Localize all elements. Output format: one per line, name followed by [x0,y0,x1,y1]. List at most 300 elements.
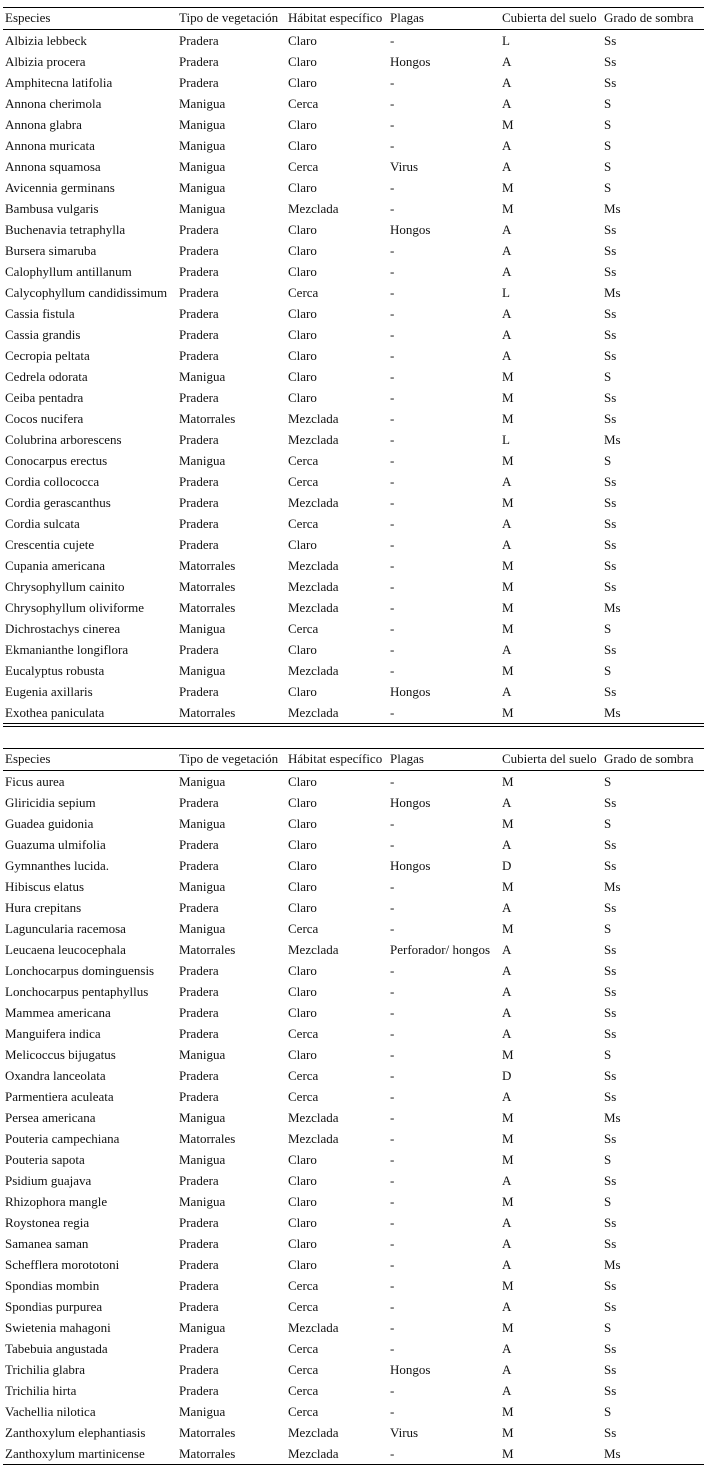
cell-habitat: Claro [288,837,317,852]
cell-cubierta-suelo: M [502,1047,514,1062]
cell-tipo-vegetacion: Manigua [179,201,226,216]
cell-cubierta-suelo: M [502,705,514,720]
cell-cubierta-suelo: A [502,159,512,174]
cell-cubierta-suelo: M [502,1446,514,1461]
cell-cubierta-suelo: M [502,369,514,384]
cell-tipo-vegetacion: Pradera [179,642,219,657]
cell-cubierta-suelo: A [502,243,512,258]
cell-cubierta-suelo: A [502,1383,512,1398]
cell-grado-sombra: Ms [604,705,621,720]
cell-cubierta-suelo: M [502,495,514,510]
cell-tipo-vegetacion: Pradera [179,327,219,342]
cell-especie: Ekmanianthe longiflora [5,642,129,657]
cell-plagas: Hongos [390,684,431,699]
cell-tipo-vegetacion: Matorrales [179,579,236,594]
cell-especie: Schefflera morototoni [5,1257,120,1272]
cell-habitat: Mezclada [288,1131,339,1146]
cell-tipo-vegetacion: Manigua [179,159,226,174]
cell-plagas: - [390,642,395,657]
cell-especie: Calycophyllum candidissimum [5,285,168,300]
table-row [3,1149,704,1170]
cell-plagas: Hongos [390,222,431,237]
cell-grado-sombra: Ss [604,33,617,48]
cell-plagas: - [390,900,395,915]
cell-habitat: Mezclada [288,1320,339,1335]
cell-especie: Hura crepitans [5,900,82,915]
cell-cubierta-suelo: A [502,837,512,852]
cell-grado-sombra: Ss [604,1005,617,1020]
cell-grado-sombra: Ss [604,1425,617,1440]
table-row [3,555,704,576]
cell-habitat: Mezclada [288,579,339,594]
cell-habitat: Mezclada [288,411,339,426]
table-row [3,597,704,618]
table-row [3,177,704,198]
cell-especie: Pouteria campechiana [5,1131,120,1146]
table-row [3,1212,704,1233]
cell-cubierta-suelo: A [502,327,512,342]
table-row [3,198,704,219]
cell-plagas: Hongos [390,858,431,873]
cell-habitat: Claro [288,75,317,90]
cell-tipo-vegetacion: Matorrales [179,1131,236,1146]
cell-tipo-vegetacion: Pradera [179,1341,219,1356]
cell-cubierta-suelo: M [502,1194,514,1209]
cell-cubierta-suelo: M [502,921,514,936]
cell-plagas: - [390,453,395,468]
cell-cubierta-suelo: A [502,900,512,915]
cell-plagas: - [390,600,395,615]
cell-habitat: Mezclada [288,1446,339,1461]
cell-cubierta-suelo: D [502,1068,512,1083]
cell-habitat: Mezclada [288,663,339,678]
cell-grado-sombra: Ss [604,264,617,279]
cell-grado-sombra: S [604,96,612,111]
cell-plagas: - [390,75,395,90]
species-table-2 [3,748,704,1465]
cell-cubierta-suelo: A [502,1257,512,1272]
cell-tipo-vegetacion: Matorrales [179,705,236,720]
cell-plagas: - [390,117,395,132]
table-row [3,1002,704,1023]
cell-plagas: - [390,837,395,852]
cell-habitat: Mezclada [288,201,339,216]
cell-especie: Chrysophyllum cainito [5,579,125,594]
cell-tipo-vegetacion: Manigua [179,1152,226,1167]
cell-especie: Zanthoxylum elephantiasis [5,1425,146,1440]
cell-especie: Vachellia nilotica [5,1404,96,1419]
cell-especie: Avicennia germinans [5,180,115,195]
cell-habitat: Cerca [288,516,319,531]
cell-tipo-vegetacion: Pradera [179,264,219,279]
cell-especie: Leucaena leucocephala [5,942,126,957]
cell-habitat: Cerca [288,1299,319,1314]
cell-plagas: - [390,921,395,936]
cell-grado-sombra: Ss [604,858,617,873]
cell-habitat: Claro [288,1194,317,1209]
cell-especie: Psidium guajava [5,1173,92,1188]
table-row [3,1191,704,1212]
cell-grado-sombra: Ss [604,1278,617,1293]
cell-especie: Oxandra lanceolata [5,1068,106,1083]
cell-cubierta-suelo: A [502,1089,512,1104]
cell-especie: Annona muricata [5,138,95,153]
cell-grado-sombra: Ms [604,1446,621,1461]
cell-habitat: Claro [288,1005,317,1020]
cell-habitat: Claro [288,900,317,915]
cell-habitat: Cerca [288,1026,319,1041]
cell-tipo-vegetacion: Pradera [179,1173,219,1188]
cell-tipo-vegetacion: Manigua [179,816,226,831]
cell-habitat: Claro [288,33,317,48]
cell-cubierta-suelo: M [502,663,514,678]
cell-tipo-vegetacion: Pradera [179,222,219,237]
cell-cubierta-suelo: A [502,348,512,363]
cell-grado-sombra: S [604,1320,612,1335]
cell-grado-sombra: Ss [604,243,617,258]
table-row [3,408,704,429]
cell-especie: Tabebuia angustada [5,1341,108,1356]
cell-cubierta-suelo: A [502,306,512,321]
table-row [3,618,704,639]
cell-especie: Samanea saman [5,1236,89,1251]
cell-habitat: Claro [288,1257,317,1272]
cell-plagas: - [390,1446,395,1461]
cell-grado-sombra: S [604,816,612,831]
cell-habitat: Claro [288,963,317,978]
table-row [3,114,704,135]
cell-cubierta-suelo: A [502,222,512,237]
cell-tipo-vegetacion: Pradera [179,54,219,69]
cell-tipo-vegetacion: Pradera [179,837,219,852]
cell-habitat: Mezclada [288,495,339,510]
cell-cubierta-suelo: M [502,201,514,216]
cell-tipo-vegetacion: Manigua [179,369,226,384]
cell-especie: Annona glabra [5,117,82,132]
cell-cubierta-suelo: M [502,1320,514,1335]
cell-habitat: Claro [288,222,317,237]
cell-plagas: - [390,411,395,426]
cell-cubierta-suelo: A [502,54,512,69]
cell-plagas: - [390,705,395,720]
cell-grado-sombra: Ss [604,579,617,594]
cell-tipo-vegetacion: Manigua [179,1047,226,1062]
table-row [3,1044,704,1065]
cell-especie: Lonchocarpus pentaphyllus [5,984,149,999]
cell-grado-sombra: S [604,621,612,636]
cell-tipo-vegetacion: Pradera [179,285,219,300]
cell-tipo-vegetacion: Manigua [179,1110,226,1125]
cell-cubierta-suelo: M [502,774,514,789]
cell-cubierta-suelo: L [502,33,510,48]
cell-grado-sombra: Ss [604,327,617,342]
cell-habitat: Claro [288,243,317,258]
cell-grado-sombra: S [604,1152,612,1167]
cell-cubierta-suelo: A [502,984,512,999]
table-row [3,1380,704,1401]
cell-grado-sombra: Ss [604,1362,617,1377]
cell-cubierta-suelo: M [502,117,514,132]
cell-habitat: Cerca [288,1362,319,1377]
cell-cubierta-suelo: M [502,1110,514,1125]
cell-plagas: - [390,579,395,594]
cell-grado-sombra: Ss [604,54,617,69]
cell-cubierta-suelo: A [502,684,512,699]
cell-grado-sombra: Ss [604,1026,617,1041]
table-row [3,450,704,471]
cell-especie: Calophyllum antillanum [5,264,132,279]
cell-cubierta-suelo: A [502,516,512,531]
table-row [3,471,704,492]
table-row [3,156,704,177]
table-row [3,1401,704,1422]
table-end-double-rule [3,723,704,727]
cell-tipo-vegetacion: Pradera [179,243,219,258]
cell-habitat: Cerca [288,474,319,489]
cell-grado-sombra: Ss [604,306,617,321]
table-header-row [3,8,704,30]
cell-habitat: Cerca [288,921,319,936]
cell-tipo-vegetacion: Manigua [179,921,226,936]
cell-grado-sombra: Ss [604,984,617,999]
table-row [3,1170,704,1191]
cell-tipo-vegetacion: Pradera [179,1089,219,1104]
header-plagas: Plagas [390,10,424,25]
header-especies: Especies [5,751,51,766]
cell-cubierta-suelo: L [502,432,510,447]
cell-tipo-vegetacion: Pradera [179,75,219,90]
cell-tipo-vegetacion: Matorrales [179,1446,236,1461]
table-row [3,660,704,681]
cell-especie: Roystonea regia [5,1215,90,1230]
cell-tipo-vegetacion: Pradera [179,963,219,978]
cell-plagas: - [390,1383,395,1398]
cell-grado-sombra: Ss [604,1173,617,1188]
cell-cubierta-suelo: A [502,1005,512,1020]
table-row [3,135,704,156]
cell-cubierta-suelo: A [502,1341,512,1356]
cell-grado-sombra: Ms [604,432,621,447]
cell-grado-sombra: Ss [604,795,617,810]
cell-grado-sombra: Ss [604,1068,617,1083]
cell-tipo-vegetacion: Manigua [179,180,226,195]
table-row [3,1128,704,1149]
cell-especie: Ficus aurea [5,774,65,789]
cell-habitat: Claro [288,180,317,195]
cell-habitat: Cerca [288,453,319,468]
cell-plagas: - [390,390,395,405]
cell-grado-sombra: Ms [604,600,621,615]
cell-cubierta-suelo: M [502,1278,514,1293]
cell-especie: Eucalyptus robusta [5,663,105,678]
cell-tipo-vegetacion: Pradera [179,516,219,531]
table-row [3,1296,704,1317]
cell-plagas: - [390,1005,395,1020]
cell-plagas: - [390,285,395,300]
table-row [3,219,704,240]
cell-especie: Albizia procera [5,54,86,69]
cell-plagas: - [390,306,395,321]
table-row [3,702,704,723]
cell-habitat: Claro [288,1152,317,1167]
cell-especie: Buchenavia tetraphylla [5,222,126,237]
table-row [3,1338,704,1359]
header-grado-sombra: Grado de sombra [604,751,694,766]
cell-cubierta-suelo: M [502,390,514,405]
cell-plagas: - [390,1320,395,1335]
cell-especie: Laguncularia racemosa [5,921,126,936]
cell-tipo-vegetacion: Matorrales [179,600,236,615]
table-row [3,93,704,114]
table-row [3,513,704,534]
table-row [3,855,704,876]
cell-grado-sombra: Ms [604,1257,621,1272]
cell-plagas: Hongos [390,1362,431,1377]
table-row [3,918,704,939]
cell-habitat: Claro [288,816,317,831]
table-row [3,1359,704,1380]
cell-habitat: Cerca [288,1089,319,1104]
cell-especie: Swietenia mahagoni [5,1320,111,1335]
cell-grado-sombra: S [604,1194,612,1209]
header-cubierta-suelo: Cubierta del suelo [502,10,597,25]
cell-plagas: - [390,1257,395,1272]
cell-habitat: Claro [288,327,317,342]
cell-especie: Cordia sulcata [5,516,80,531]
cell-plagas: - [390,1089,395,1104]
cell-plagas: Virus [390,159,419,174]
cell-plagas: - [390,1068,395,1083]
cell-habitat: Claro [288,984,317,999]
cell-habitat: Claro [288,117,317,132]
cell-tipo-vegetacion: Pradera [179,1236,219,1251]
cell-grado-sombra: Ss [604,1089,617,1104]
cell-habitat: Claro [288,390,317,405]
table-row [3,261,704,282]
cell-plagas: - [390,663,395,678]
cell-plagas: - [390,138,395,153]
cell-habitat: Claro [288,774,317,789]
header-grado-sombra: Grado de sombra [604,10,694,25]
cell-plagas: - [390,1299,395,1314]
cell-plagas: - [390,1152,395,1167]
table-row [3,981,704,1002]
table-row [3,1086,704,1107]
cell-plagas: - [390,774,395,789]
cell-especie: Dichrostachys cinerea [5,621,121,636]
cell-tipo-vegetacion: Pradera [179,495,219,510]
cell-especie: Albizia lebbeck [5,33,87,48]
cell-especie: Trichilia glabra [5,1362,86,1377]
cell-grado-sombra: Ss [604,963,617,978]
cell-habitat: Claro [288,264,317,279]
cell-grado-sombra: Ss [604,942,617,957]
cell-cubierta-suelo: A [502,1236,512,1251]
cell-habitat: Claro [288,642,317,657]
cell-plagas: Perforador/ hongos [390,942,491,957]
cell-especie: Chrysophyllum oliviforme [5,600,145,615]
cell-habitat: Claro [288,1236,317,1251]
cell-cubierta-suelo: A [502,963,512,978]
cell-habitat: Claro [288,537,317,552]
cell-grado-sombra: Ss [604,348,617,363]
table-row [3,303,704,324]
cell-tipo-vegetacion: Pradera [179,432,219,447]
cell-habitat: Cerca [288,1404,319,1419]
table-row [3,1107,704,1128]
cell-grado-sombra: Ss [604,411,617,426]
cell-cubierta-suelo: M [502,180,514,195]
cell-habitat: Mezclada [288,705,339,720]
cell-grado-sombra: Ss [604,390,617,405]
cell-tipo-vegetacion: Pradera [179,984,219,999]
cell-especie: Manguifera indica [5,1026,101,1041]
cell-grado-sombra: S [604,369,612,384]
cell-cubierta-suelo: L [502,285,510,300]
table-row [3,534,704,555]
cell-habitat: Claro [288,138,317,153]
cell-especie: Spondias purpurea [5,1299,103,1314]
table-row [3,1422,704,1443]
cell-grado-sombra: Ss [604,1341,617,1356]
cell-tipo-vegetacion: Pradera [179,306,219,321]
cell-tipo-vegetacion: Manigua [179,1404,226,1419]
cell-habitat: Mezclada [288,1425,339,1440]
cell-especie: Amphitecna latifolia [5,75,113,90]
cell-tipo-vegetacion: Pradera [179,1026,219,1041]
cell-grado-sombra: Ms [604,879,621,894]
cell-plagas: - [390,474,395,489]
cell-grado-sombra: S [604,138,612,153]
cell-cubierta-suelo: A [502,537,512,552]
cell-especie: Rhizophora mangle [5,1194,108,1209]
cell-plagas: - [390,816,395,831]
cell-plagas: - [390,516,395,531]
cell-cubierta-suelo: A [502,1362,512,1377]
cell-cubierta-suelo: A [502,642,512,657]
header-habitat: Hábitat específico [288,751,383,766]
cell-grado-sombra: Ss [604,1215,617,1230]
cell-plagas: - [390,1026,395,1041]
cell-plagas: - [390,1110,395,1125]
cell-cubierta-suelo: M [502,621,514,636]
cell-cubierta-suelo: M [502,1425,514,1440]
cell-plagas: - [390,1341,395,1356]
table-row [3,492,704,513]
cell-cubierta-suelo: M [502,600,514,615]
cell-cubierta-suelo: M [502,1152,514,1167]
cell-cubierta-suelo: A [502,474,512,489]
table-row [3,897,704,918]
cell-tipo-vegetacion: Pradera [179,858,219,873]
table-row [3,771,704,792]
cell-plagas: - [390,201,395,216]
cell-especie: Melicoccus bijugatus [5,1047,116,1062]
cell-habitat: Mezclada [288,942,339,957]
cell-plagas: - [390,984,395,999]
cell-especie: Trichilia hirta [5,1383,77,1398]
cell-tipo-vegetacion: Pradera [179,537,219,552]
cell-cubierta-suelo: A [502,75,512,90]
header-tipo-vegetacion: Tipo de vegetación [179,10,279,25]
cell-plagas: Hongos [390,54,431,69]
cell-habitat: Mezclada [288,432,339,447]
table-row [3,681,704,702]
cell-tipo-vegetacion: Pradera [179,1215,219,1230]
cell-tipo-vegetacion: Manigua [179,663,226,678]
cell-tipo-vegetacion: Pradera [179,474,219,489]
cell-habitat: Claro [288,879,317,894]
